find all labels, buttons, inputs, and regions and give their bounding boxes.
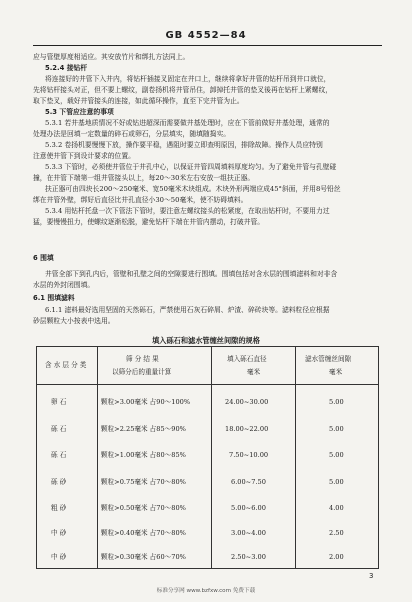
paragraph-line: 猛，要慢慢扭力，使螺纹逐渐松脱，避免钻杆下端在井管内摆动，打破井管。 <box>33 218 265 226</box>
header-sieve-note: 以筛分后的重量计算 <box>112 368 172 376</box>
section-5-2-4-heading: 5.2.4 接钻杆 <box>45 64 88 72</box>
standard-number: GB 4552—84 <box>165 30 247 41</box>
table-row-gap: 2.50 <box>329 529 344 537</box>
table-divider <box>97 347 98 568</box>
table-row-sieve: 颗粒>0.40毫米 占70～80% <box>101 529 186 537</box>
table-divider <box>295 347 296 568</box>
table-row-sieve: 颗粒>2.25毫米 占85～90% <box>101 425 186 433</box>
table-row-sieve: 颗粒>0.50毫米 占70～80% <box>101 504 186 512</box>
table-row-gravel: 18.00~22.00 <box>225 425 269 433</box>
paragraph-line: 砂层颗粒大小按表中选用。 <box>33 317 115 325</box>
table-row-layer: 中 砂 <box>51 529 67 537</box>
table-row-sieve: 颗粒>0.30毫米 占60～70% <box>101 553 186 561</box>
table-divider <box>37 384 378 385</box>
paragraph-line: 5.3.2 卷扬机要慢慢下放，操作要平稳，遇阻时要立即查明原因，排除故障。操作人员应特别 <box>45 141 323 149</box>
paragraph-line: 撞，在井管下端第一组井管接头以上，每20～30米左右安放一组扶正器。 <box>33 174 255 182</box>
table-title: 填入砾石和滤水管缠丝间隙的规格 <box>152 336 260 345</box>
table-row-layer: 砾 砂 <box>51 478 67 486</box>
table-row-gravel: 5.00~6.00 <box>231 504 266 512</box>
paragraph-line: 井管全部下到孔内后，管壁和孔壁之间的空隙要进行围填。围填包括对含水层的围填滤料和对非含 <box>45 270 338 278</box>
gravel-spec-table <box>36 346 379 569</box>
paragraph-line: 处理办法是回填一定数量的碎石或卵石，分层填实，随填随捣实。 <box>33 130 231 138</box>
table-row-sieve: 颗粒>3.00毫米 占90～100% <box>101 398 191 406</box>
table-row-gravel: 24.00~30.00 <box>225 398 269 406</box>
table-row-layer: 砾 石 <box>51 451 67 459</box>
paragraph-line: 5.3.4 用钻杆托盘一次下管法下管时，要注意左螺纹接头的松紧度，在取出钻杆时，不要用力过 <box>45 207 330 215</box>
paragraph-line: 水层的外封闭围填。 <box>33 281 95 289</box>
paragraph-line: 6.1.1 滤料最好选用坚固的天然砾石，严禁使用石灰石碎屑、炉渣、碎砖块等。滤料粒径应根据 <box>45 306 330 314</box>
header-rule <box>33 45 382 46</box>
table-row-gravel: 2.50~3.00 <box>231 553 266 561</box>
footer-watermark: 标准分享网 www.bzfxw.com 免费下载 <box>156 588 256 594</box>
table-row-gravel: 3.00~4.00 <box>231 529 266 537</box>
section-5-3-heading: 5.3 下管应注意的事项 <box>45 108 114 116</box>
paragraph-line: 取下垫叉，载好井管接头的连接，如此循环操作，直至下完井管为止。 <box>33 97 244 105</box>
paragraph-line: 先将钻杆接头对正，但不要上螺纹，副卷扬机将井管吊住，卸掉托井管的垫叉後再在钻杆上紧螺纹， <box>33 86 333 94</box>
table-row-gap: 5.00 <box>329 451 344 459</box>
table-divider <box>211 347 212 568</box>
table-row-sieve: 颗粒>0.75毫米 占70～80% <box>101 478 186 486</box>
page-number: 3 <box>369 572 374 580</box>
paragraph-line: 扶正器可由四块长200～250毫米、宽50毫米木块组成。木块外形两端应成45°斜面，并用8号铅丝 <box>45 185 341 193</box>
table-row-gravel: 7.50~10.00 <box>229 451 269 459</box>
paragraph-line: 绑在井管外壁，绑好后直径比井孔直径小30～50毫米，使不妨碍填料。 <box>33 196 248 204</box>
table-row-sieve: 颗粒>1.00毫米 占80～85% <box>101 451 186 459</box>
header-sieve: 筛 分 结 果 <box>126 355 159 363</box>
header-gap-unit: 毫米 <box>329 368 343 376</box>
table-row-gap: 5.00 <box>329 478 344 486</box>
header-layer: 含 水 层 分 类 <box>45 361 87 369</box>
header-gravel-unit: 毫米 <box>247 368 261 376</box>
paragraph-line: 5.3.3 下管时，必须使井管位于井孔中心，以保证井管四周填料厚度均匀。为了避免井管与孔壁碰 <box>45 163 337 171</box>
paragraph-line: 应与管壁厚度相适应。其安放竹片和绑扎方法同上。 <box>33 53 190 61</box>
table-row-gap: 2.00 <box>329 553 344 561</box>
table-row-layer: 卵 石 <box>51 398 67 406</box>
paragraph-line: 5.3.1 若井基地质情况不好或钻进超深而需要做井基处理时，应在下管前做好井基处理，通常的 <box>45 119 330 127</box>
header-gravel: 填入砾石直径 <box>227 355 267 363</box>
table-row-layer: 中 砂 <box>51 553 67 561</box>
section-6-heading: 6 围填 <box>33 254 54 262</box>
table-row-layer: 粗 砂 <box>51 504 67 512</box>
paragraph-line: 将连接好的井管下入井内，将钻杆插接叉固定在井口上，继续将拿好井管的钻杆吊到井口就位， <box>45 75 331 83</box>
table-row-gap: 4.00 <box>329 504 344 512</box>
header-gap: 滤水管缠丝间隙 <box>305 355 352 363</box>
section-6-1-heading: 6.1 围填滤料 <box>33 294 75 302</box>
table-row-layer: 砾 石 <box>51 425 67 433</box>
table-row-gap: 5.00 <box>329 425 344 433</box>
table-row-gravel: 6.00~7.50 <box>231 478 266 486</box>
table-row-gap: 5.00 <box>329 398 344 406</box>
paragraph-line: 注意使井管下到设计要求的位置。 <box>33 152 135 160</box>
